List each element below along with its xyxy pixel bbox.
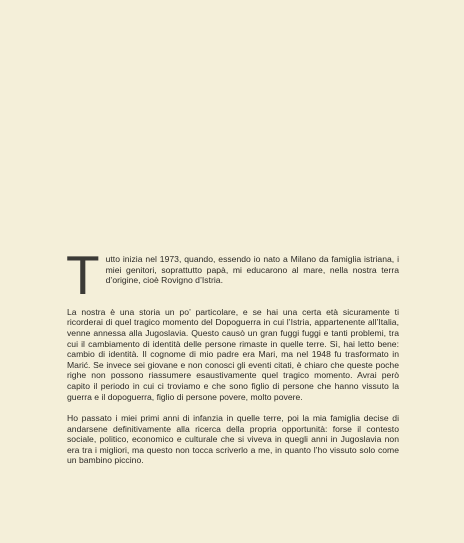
paragraph-2: La nostra è una storia un po’ particolare, e se hai una certa età sicuramente ti ricorderai di quel tragico momento del Dopoguerra in cui l’Istria, appartenente all’Italia, venne annessa alla Jugoslavia. Questo causò un gran fuggi fuggi e tanti problemi, tra cui il cambiamento di identità delle persone rimaste in quelle terre. Sì, hai letto bene: cambio di identità. Il cognome di mio padre era Mari, ma nel 1948 fu trasformato in Marić. Se invece sei giovane e non conosci gli eventi citati, è chiaro che queste poche righe non possono riassumere esaustivamente quel tragico momento. Avrai però capito il periodo in cui ci troviamo e che sono figlio di persone che hanno vissuto la guerra e il dopoguerra, figlio di persone povere, molto povere.	[67, 306, 399, 402]
paragraph-1	[66, 244, 399, 306]
paragraph-1-text: utto inizia nel 1973, quando, essendo io nato a Milano da famiglia istriana, i miei genitori, soprattutto papà, mi educarono al mare, nella nostra terra d’origine, cioè Rovigno d’Istria.	[105, 254, 399, 286]
paragraph-3: Ho passato i miei primi anni di infanzia in quelle terre, poi la mia famiglia decise di andarsene definitivamente alla ricerca della propria opportunità: forse il contesto sociale, politico, economico e culturale che si viveva in quegli anni in Jugoslavia non era tra i migliori, ma questo non tocca scriverlo a me, in quanto l’ho vissuto solo come un bambino piccino.	[67, 412, 399, 466]
body-text	[66, 244, 399, 466]
drop-cap: T	[66, 244, 100, 306]
